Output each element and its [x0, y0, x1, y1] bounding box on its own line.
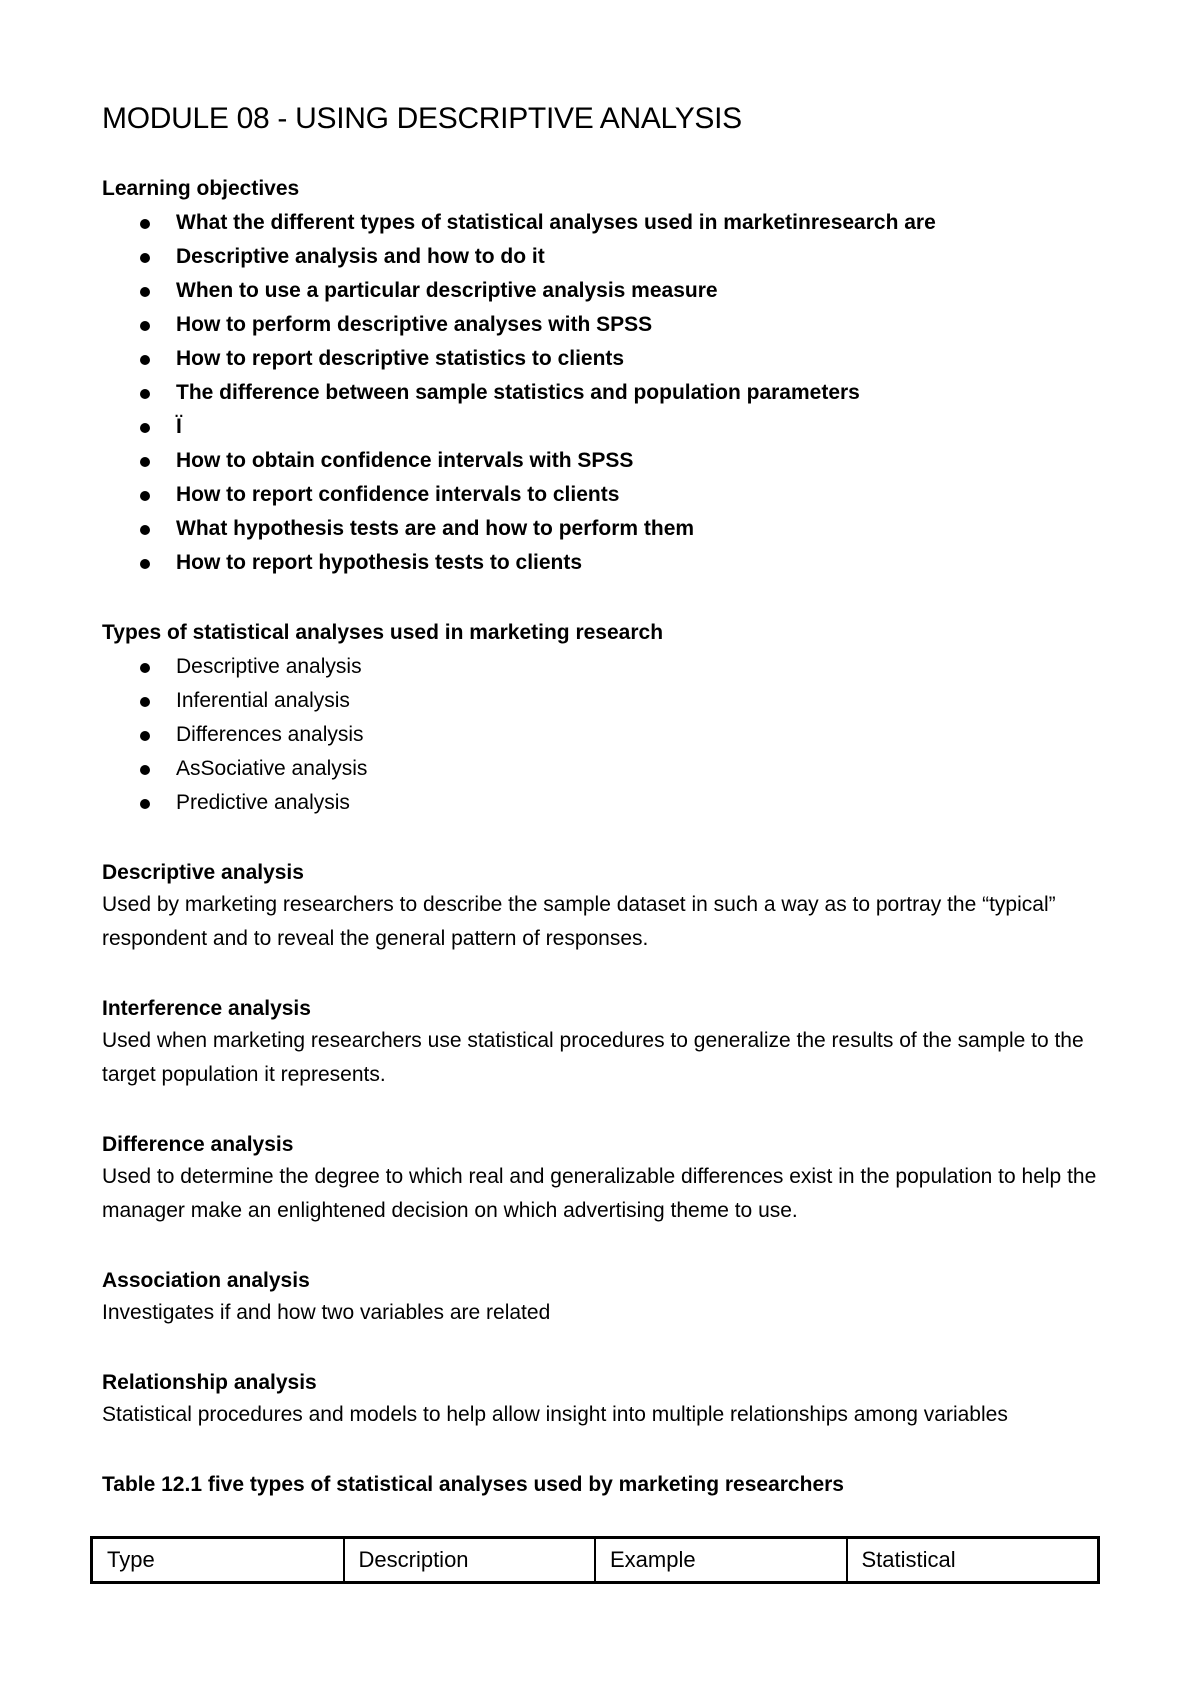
- list-item: Differences analysis: [102, 718, 367, 752]
- bullet-icon: [140, 457, 150, 467]
- section-heading: Difference analysis: [102, 1133, 294, 1156]
- objectives-list: [102, 206, 936, 580]
- list-item: Descriptive analysis and how to do it: [102, 240, 936, 274]
- list-item: How to obtain confidence intervals with SPSS: [102, 444, 936, 478]
- table-header-cell: Example: [596, 1539, 848, 1581]
- list-item: What the different types of statistical analyses used in marketinresearch are: [102, 206, 936, 240]
- section-heading: Association analysis: [102, 1269, 310, 1292]
- bullet-icon: [140, 663, 150, 673]
- section-heading: Interference analysis: [102, 997, 311, 1020]
- bullet-icon: [140, 765, 150, 775]
- list-item: AsSociative analysis: [102, 752, 367, 786]
- analyses-table: [90, 1536, 1100, 1584]
- section-heading: Descriptive analysis: [102, 861, 304, 884]
- bullet-icon: [140, 253, 150, 263]
- bullet-icon: [140, 321, 150, 331]
- section-text: Used by marketing researchers to describe the sample dataset in such a way as to portray the “typical” respondent and to reveal the general pattern of responses.: [102, 893, 1056, 950]
- list-item: The difference between sample statistics and population parameters: [102, 376, 936, 410]
- section-text: Statistical procedures and models to help allow insight into multiple relationships among variables: [102, 1403, 1008, 1426]
- page-title: MODULE 08 - USING DESCRIPTIVE ANALYSIS: [102, 102, 742, 135]
- list-item: Descriptive analysis: [102, 650, 367, 684]
- table-header-cell: Description: [345, 1539, 597, 1581]
- list-item: How to perform descriptive analyses with SPSS: [102, 308, 936, 342]
- table-header-cell: Type: [93, 1539, 345, 1581]
- bullet-icon: [140, 219, 150, 229]
- list-item: How to report confidence intervals to clients: [102, 478, 936, 512]
- section-text: Used to determine the degree to which real and generalizable differences exist in the population to help the manager make an enlightened decision on which advertising theme to use.: [102, 1165, 1097, 1222]
- table-header-cell: Statistical: [861, 1547, 956, 1572]
- list-item: Ï: [102, 410, 936, 444]
- types-heading: Types of statistical analyses used in marketing research: [102, 621, 664, 644]
- list-item: What hypothesis tests are and how to perform them: [102, 512, 936, 546]
- list-item: How to report hypothesis tests to clients: [102, 546, 936, 580]
- bullet-icon: [140, 697, 150, 707]
- section-text: Investigates if and how two variables are related: [102, 1301, 551, 1324]
- list-item: When to use a particular descriptive analysis measure: [102, 274, 936, 308]
- bullet-icon: [140, 731, 150, 741]
- list-item: How to report descriptive statistics to clients: [102, 342, 936, 376]
- objectives-heading: Learning objectives: [102, 177, 300, 200]
- bullet-icon: [140, 355, 150, 365]
- list-item: Inferential analysis: [102, 684, 367, 718]
- bullet-icon: [140, 799, 150, 809]
- section-text: Used when marketing researchers use statistical procedures to generalize the results of the sample to the target population it represents.: [102, 1029, 1084, 1086]
- bullet-icon: [140, 491, 150, 501]
- bullet-icon: [140, 389, 150, 399]
- bullet-icon: [140, 423, 150, 433]
- table-caption: Table 12.1 five types of statistical analyses used by marketing researchers: [102, 1473, 844, 1496]
- bullet-icon: [140, 559, 150, 569]
- types-list: [102, 650, 367, 820]
- list-item: Predictive analysis: [102, 786, 367, 820]
- bullet-icon: [140, 287, 150, 297]
- bullet-icon: [140, 525, 150, 535]
- section-heading: Relationship analysis: [102, 1371, 317, 1394]
